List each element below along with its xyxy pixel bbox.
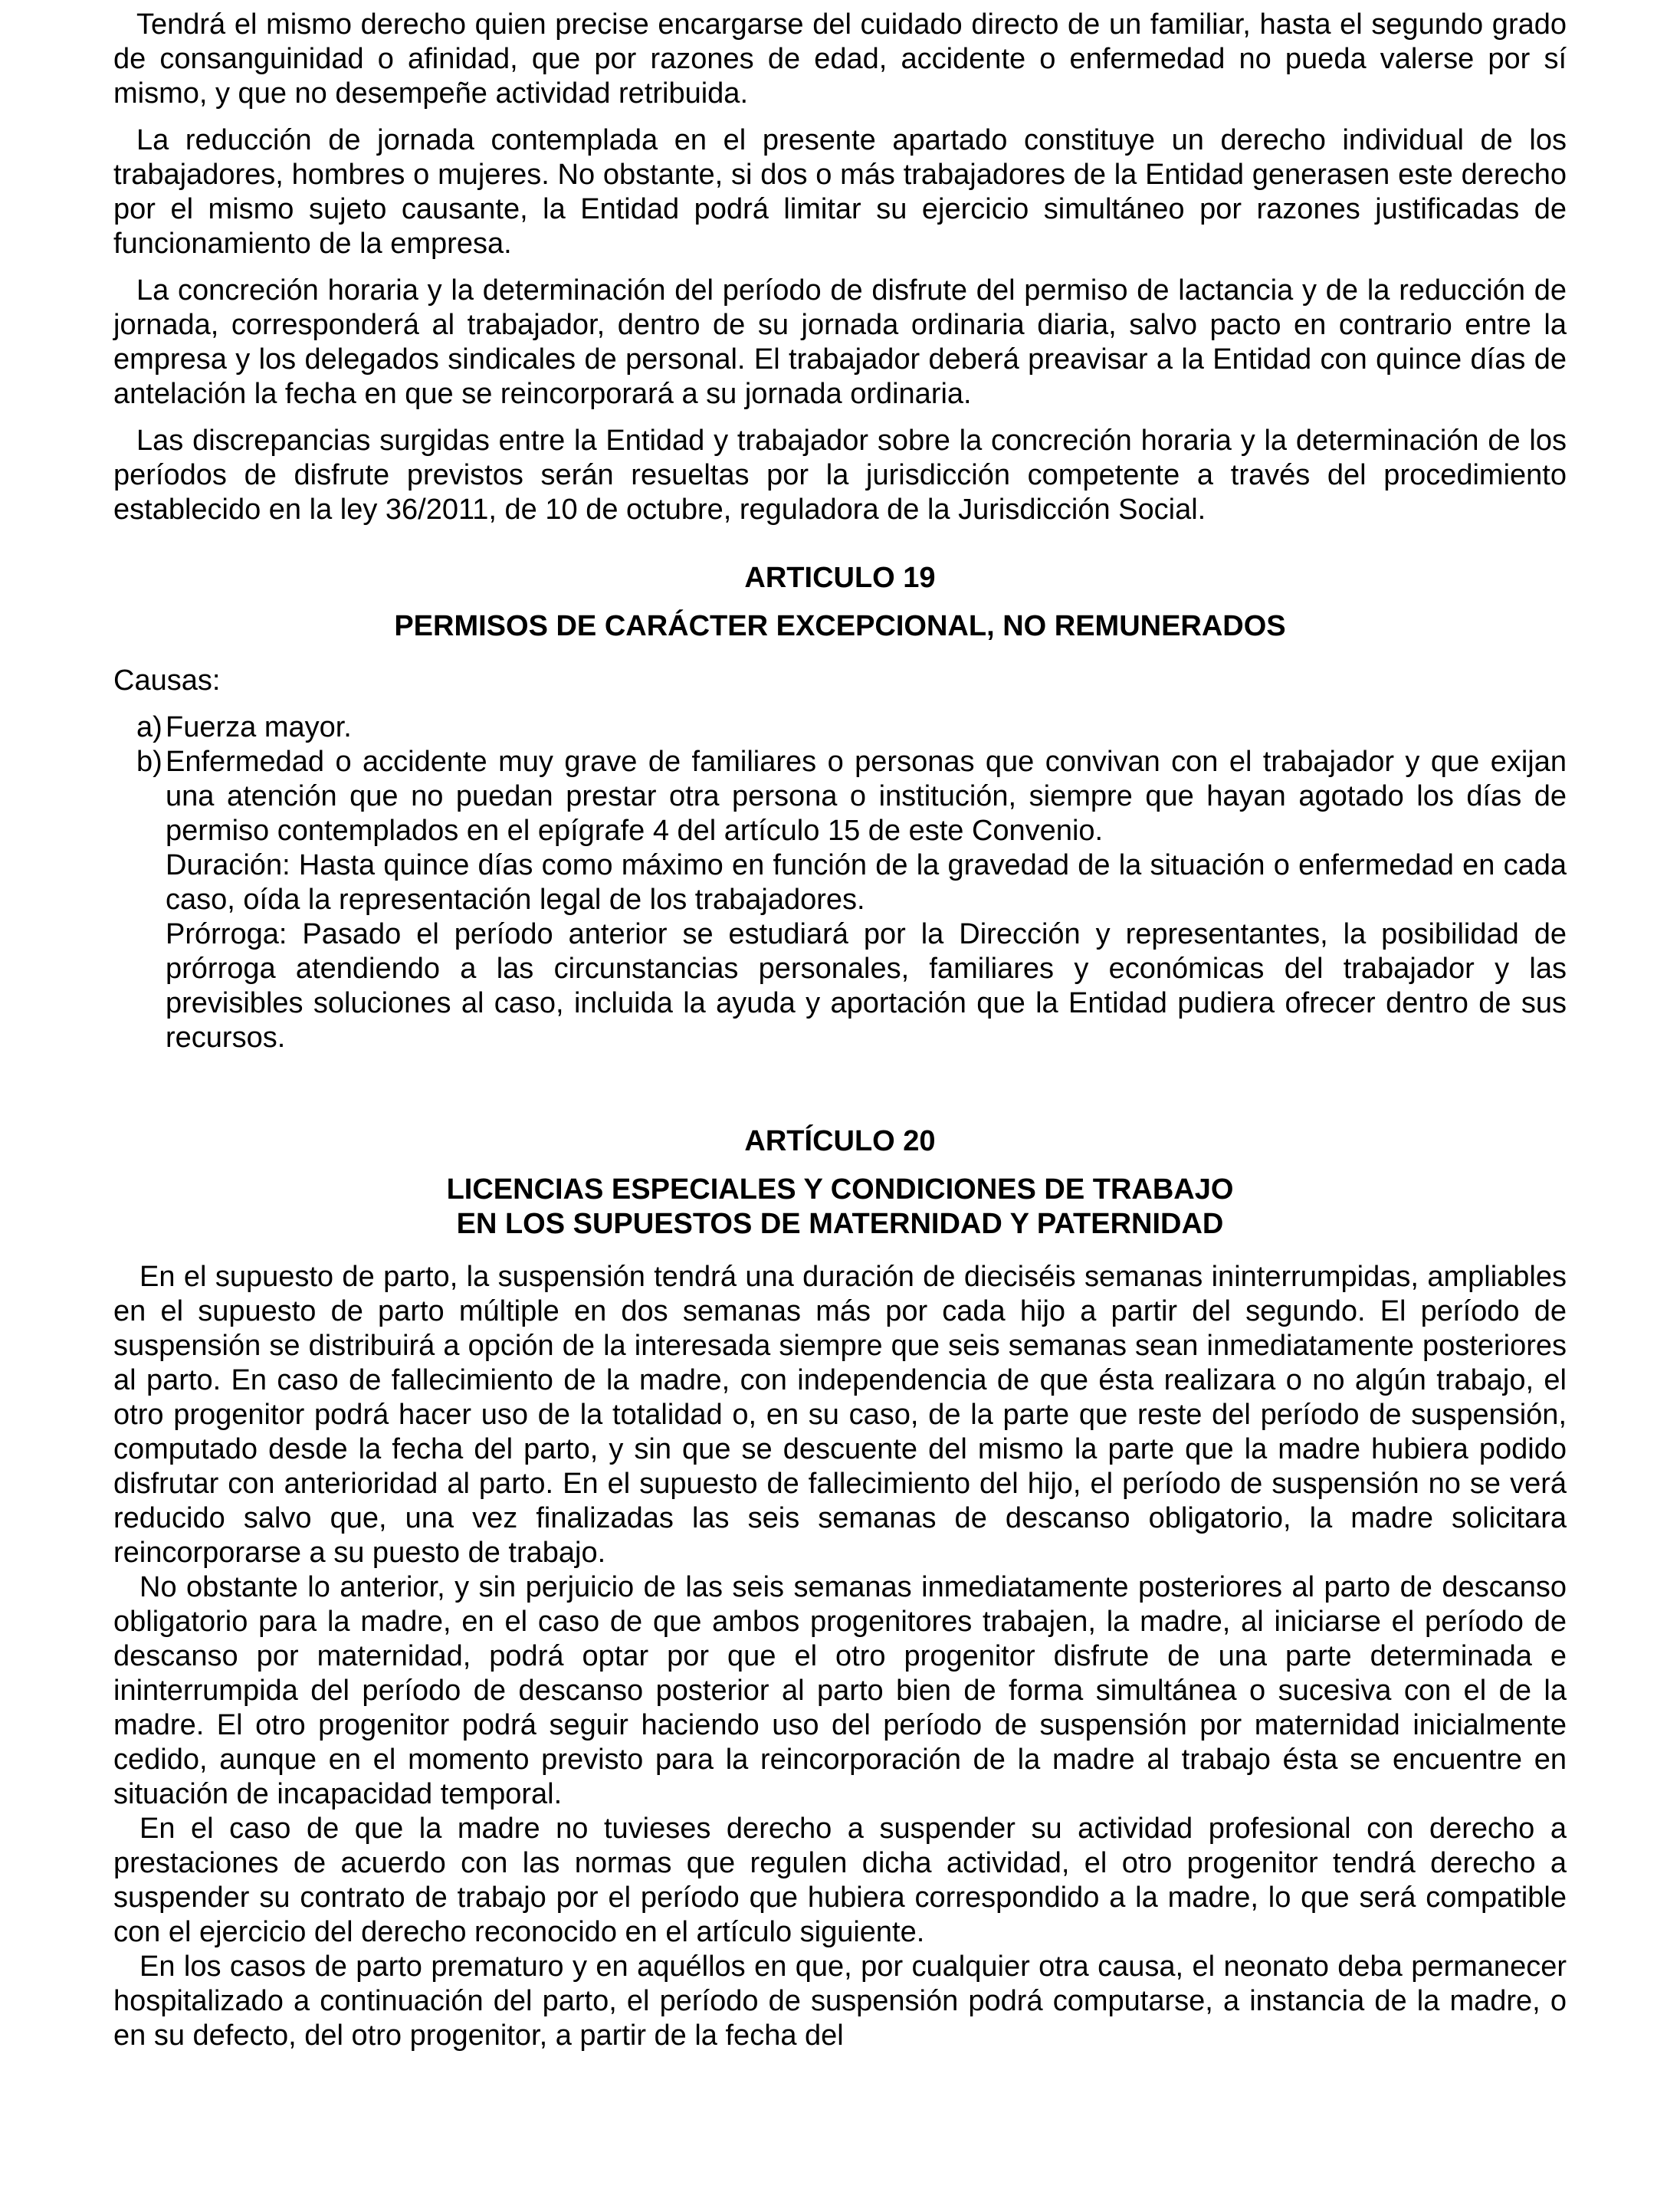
list-item-a-text: Fuerza mayor.: [166, 711, 352, 743]
intro-paragraph-4: Las discrepancias surgidas entre la Entidad y trabajador sobre la concreción horaria y la determinación de los períodos de disfrute previstos serán resueltas por la jurisdicción competente a través del procedimiento establecido en la ley 36/2011, de 10 de octubre, reguladora de la Jurisdicción Social.: [113, 425, 1567, 526]
article20-paragraph-3: En el caso de que la madre no tuvieses derecho a suspender su actividad profesional con derecho a prestaciones de acuerdo con las normas que regulen dicha actividad, el otro progenitor tendrá derecho a suspender su contrato de trabajo por el período que hubiera correspondido a la madre, lo que será compatible con el ejercicio del derecho reconocido en el artículo siguiente.: [113, 1813, 1567, 1948]
article20-title: ARTÍCULO 20: [744, 1125, 936, 1157]
article19-title: ARTICULO 19: [744, 562, 936, 594]
list-item-a-body: [166, 710, 1567, 745]
causes-list: [113, 710, 1567, 1055]
intro-paragraph-3: La concreción horaria y la determinación del período de disfrute del permiso de lactancia y de la reducción de jornada, corresponderá al trabajador, dentro de su jornada ordinaria diaria, salvo pacto en contrario entre la empresa y los delegados sindicales de personal. El trabajador deberá preavisar a la Entidad con quince días de antelación la fecha en que se reincorporará a su jornada ordinaria.: [113, 274, 1567, 410]
article19-subtitle: PERMISOS DE CARÁCTER EXCEPCIONAL, NO REMUNERADOS: [394, 610, 1286, 642]
list-item-b-marker: b): [136, 746, 162, 778]
list-item-b-duration: Duración: Hasta quince días como máximo en función de la gravedad de la situación o enfermedad en cada caso, oída la representación legal de los trabajadores.: [166, 849, 1567, 916]
intro-paragraph-2: La reducción de jornada contemplada en el presente apartado constituye un derecho individual de los trabajadores, hombres o mujeres. No obstante, si dos o más trabajadores de la Entidad generasen este derecho por el mismo sujeto causante, la Entidad podrá limitar su ejercicio simultáneo por razones justificadas de funcionamiento de la empresa.: [113, 124, 1567, 260]
article20-subtitle-line1: LICENCIAS ESPECIALES Y CONDICIONES DE TRABAJO: [446, 1173, 1234, 1206]
article20-paragraph-4: En los casos de parto prematuro y en aquéllos en que, por cualquier otra causa, el neonato deba permanecer hospitalizado a continuación del parto, el período de suspensión podrá computarse, a instancia de la madre, o en su defecto, del otro progenitor, a partir de la fecha del: [113, 1951, 1567, 2052]
intro-section: [113, 8, 1567, 527]
article20-paragraph-1: En el supuesto de parto, la suspensión tendrá una duración de dieciséis semanas ininterrumpidas, ampliables en el supuesto de parto múltiple en dos semanas más por cada hijo a partir del segundo. El período de suspensión se distribuirá a opción de la interesada siempre que seis semanas sean inmediatamente posteriores al parto. En caso de fallecimiento de la madre, con independencia de que ésta realizara o no algún trabajo, el otro progenitor podrá hacer uso de la totalidad o, en su caso, de la parte que reste del período de suspensión, computado desde la fecha del parto, y sin que se descuente del mismo la parte que la madre hubiera podido disfrutar con anterioridad al parto. En el supuesto de fallecimiento del hijo, el período de suspensión no se verá reducido salvo que, una vez finalizadas las seis semanas de descanso obligatorio, la madre solicitara reincorporarse a su puesto de trabajo.: [113, 1261, 1567, 1569]
article20-paragraph-2: No obstante lo anterior, y sin perjuicio de las seis semanas inmediatamente posteriores al parto de descanso obligatorio para la madre, en el caso de que ambos progenitores trabajen, la madre, al iniciarse el período de descanso por maternidad, podrá optar por que el otro progenitor disfrute de una parte determinada e ininterrumpida del período de descanso posterior al parto bien de forma simultánea o sucesiva con el de la madre. El otro progenitor podrá seguir haciendo uso del período de suspensión por maternidad inicialmente cedido, aunque en el momento previsto para la reincorporación de la madre al trabajo ésta se encuentre en situación de incapacidad temporal.: [113, 1571, 1567, 1810]
list-item-b: [113, 745, 1567, 1055]
list-item-a: [113, 710, 1567, 745]
article20-body: [113, 1260, 1567, 2053]
article20-subtitle-line2: EN LOS SUPUESTOS DE MATERNIDAD Y PATERNIDAD: [456, 1208, 1224, 1240]
list-item-b-text: Enfermedad o accidente muy grave de familiares o personas que convivan con el trabajador y que exijan una atención que no puedan prestar otra persona o institución, siempre que hayan agotado los días de permiso contemplados en el epígrafe 4 del artículo 15 de este Convenio.: [166, 746, 1567, 847]
list-item-b-body: [166, 745, 1567, 1055]
causes-label: Causas:: [113, 664, 221, 697]
list-item-a-marker: a): [136, 711, 162, 743]
list-item-b-extension: Prórroga: Pasado el período anterior se estudiará por la Dirección y representantes, la posibilidad de prórroga atendiendo a las circunstancias personales, familiares y económicas del trabajador y las previsibles soluciones al caso, incluida la ayuda y aportación que la Entidad pudiera ofrecer dentro de sus recursos.: [166, 918, 1567, 1054]
intro-paragraph-1: Tendrá el mismo derecho quien precise encargarse del cuidado directo de un familiar, hasta el segundo grado de consanguinidad o afinidad, que por razones de edad, accidente o enfermedad no pueda valerse por sí mismo, y que no desempeñe actividad retribuida.: [113, 8, 1567, 110]
